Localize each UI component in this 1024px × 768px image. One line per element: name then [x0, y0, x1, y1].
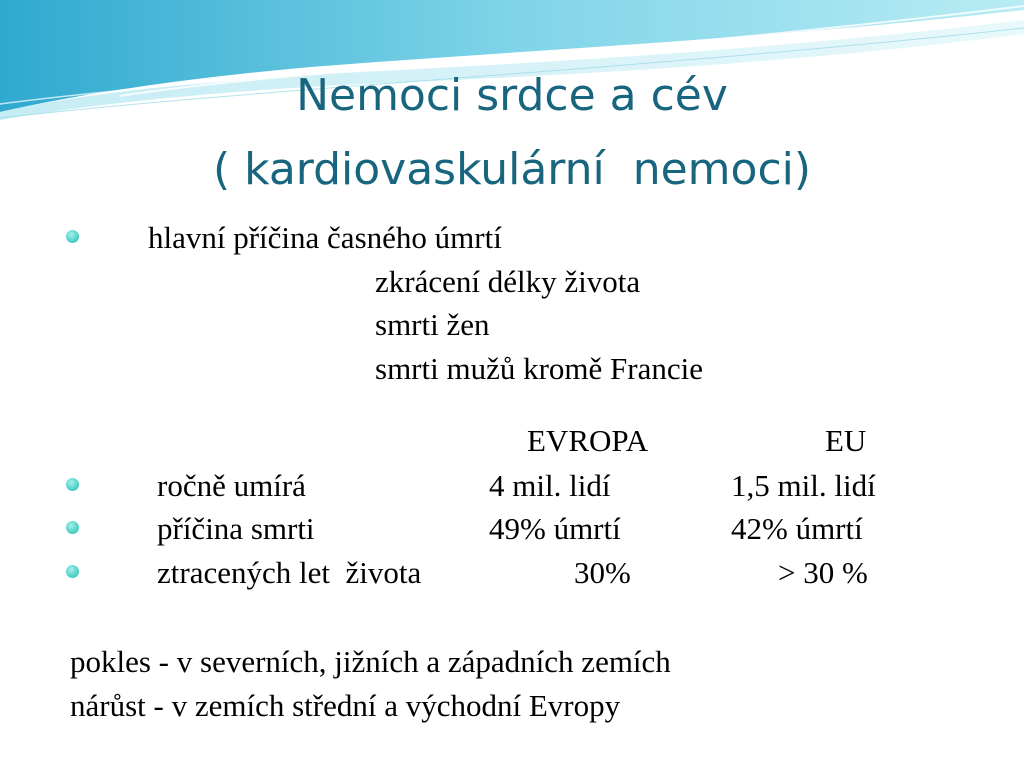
row-label: příčina smrti — [157, 511, 315, 546]
sub-item: smrti mužů kromě Francie — [375, 351, 703, 386]
page-subtitle: ( kardiovaskulární nemoci) — [212, 144, 812, 195]
column-header-evropa: EVROPA — [527, 423, 649, 458]
row-value-eu: 1,5 mil. lidí — [731, 468, 876, 503]
column-header-eu: EU — [825, 423, 867, 458]
footer-line: pokles - v severních, jižních a západních zemích — [70, 644, 671, 679]
sub-item: zkrácení délky života — [375, 264, 641, 299]
footer-line: nárůst - v zemích střední a východní Evropy — [70, 688, 621, 723]
row-label: ztracených let života — [157, 555, 422, 590]
row-value-eu: > 30 % — [778, 555, 868, 590]
sub-item: smrti žen — [375, 307, 490, 342]
row-value-eu: 42% úmrtí — [731, 511, 863, 546]
bullet-dot — [66, 521, 79, 534]
intro-bullet-text: hlavní příčina časného úmrtí — [148, 220, 502, 255]
row-value-evropa: 49% úmrtí — [489, 511, 621, 546]
row-value-evropa: 4 mil. lidí — [489, 468, 611, 503]
row-label: ročně umírá — [157, 468, 306, 503]
bullet-dot — [66, 565, 79, 578]
row-value-evropa: 30% — [574, 555, 631, 590]
page-title: Nemoci srdce a cév — [296, 70, 728, 121]
bullet-dot — [66, 230, 79, 243]
bullet-dot — [66, 478, 79, 491]
